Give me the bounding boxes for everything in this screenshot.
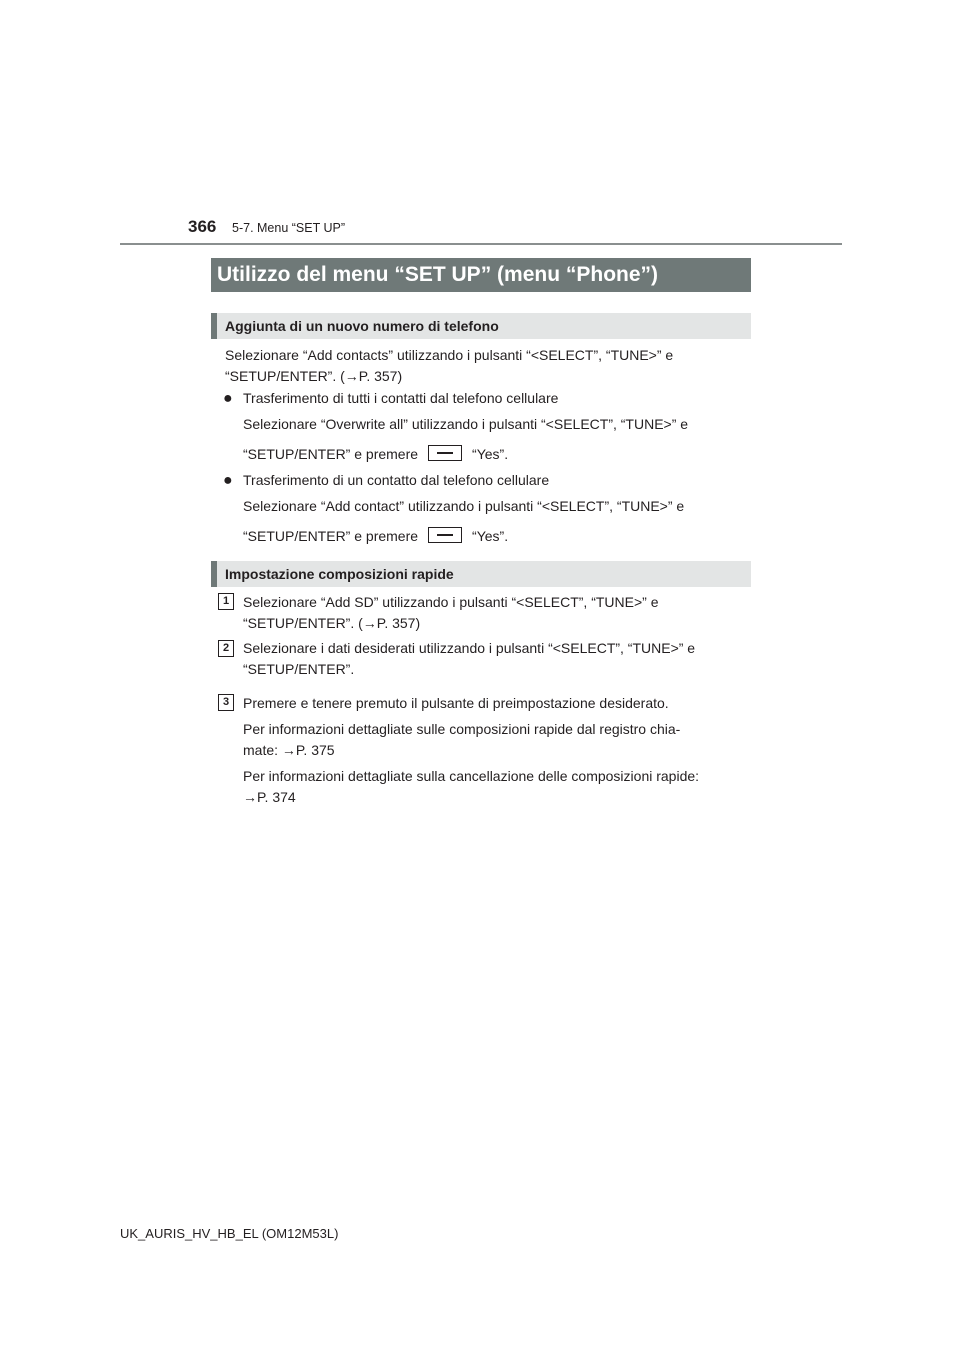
- bullet2-line1: Selezionare “Add contact” utilizzando i pulsanti “<SELECT”, “TUNE>” e: [243, 498, 685, 514]
- bullet-icon: ●: [223, 390, 233, 407]
- bullet1-line2-post: “Yes”.: [472, 446, 509, 462]
- step3-note1-line1: Per informazioni dettagliate sulle composizioni rapide dal registro chia-: [243, 721, 681, 737]
- bullet2-line2: [243, 526, 746, 547]
- header-rule: [120, 243, 842, 245]
- bullet1-line2-pre: “SETUP/ENTER” e premere: [243, 446, 419, 462]
- step1-line2: “SETUP/ENTER”. (→P. 357): [243, 615, 421, 631]
- bullet2-title: Trasferimento di un contatto dal telefono cellulare: [243, 472, 550, 488]
- step3-note2-line1: Per informazioni dettagliate sulla cancellazione delle composizioni rapide:: [243, 768, 700, 784]
- step3-note1-line2: mate: →P. 375: [243, 742, 335, 758]
- page-number: 366: [188, 217, 217, 236]
- section1-intro-line1: Selezionare “Add contacts” utilizzando i pulsanti “<SELECT”, “TUNE>” e: [225, 347, 674, 363]
- step-number-1: 1: [218, 593, 234, 610]
- bullet1-line1: Selezionare “Overwrite all” utilizzando i pulsanti “<SELECT”, “TUNE>” e: [243, 416, 689, 432]
- bullet-icon: ●: [223, 472, 233, 489]
- bullet1-line2: [243, 444, 746, 465]
- section-heading-speed-dials: Impostazione composizioni rapide: [211, 561, 751, 587]
- step2-line2: “SETUP/ENTER”.: [243, 661, 355, 677]
- bullet1-title: Trasferimento di tutti i contatti dal telefono cellulare: [243, 390, 559, 406]
- step3-line1: Premere e tenere premuto il pulsante di preimpostazione desiderato.: [243, 695, 669, 711]
- step-number-2: 2: [218, 640, 234, 657]
- section-heading-add-number: Aggiunta di un nuovo numero di telefono: [211, 313, 751, 339]
- bullet2-line2-post: “Yes”.: [472, 528, 509, 544]
- steering-switch-button-icon: [428, 527, 462, 543]
- page-title: Utilizzo del menu “SET UP” (menu “Phone”): [211, 258, 751, 292]
- step1-line1: Selezionare “Add SD” utilizzando i pulsanti “<SELECT”, “TUNE>” e: [243, 594, 659, 610]
- step-number-3: 3: [218, 694, 234, 711]
- section-reference: 5-7. Menu “SET UP”: [232, 221, 346, 235]
- step3-note2-line2: →P. 374: [243, 789, 296, 805]
- section1-intro-line2: “SETUP/ENTER”. (→P. 357): [225, 368, 403, 384]
- document-code: UK_AURIS_HV_HB_EL (OM12M53L): [120, 1226, 339, 1241]
- steering-switch-button-icon: [428, 445, 462, 461]
- bullet2-line2-pre: “SETUP/ENTER” e premere: [243, 528, 419, 544]
- step2-line1: Selezionare i dati desiderati utilizzando i pulsanti “<SELECT”, “TUNE>” e: [243, 640, 696, 656]
